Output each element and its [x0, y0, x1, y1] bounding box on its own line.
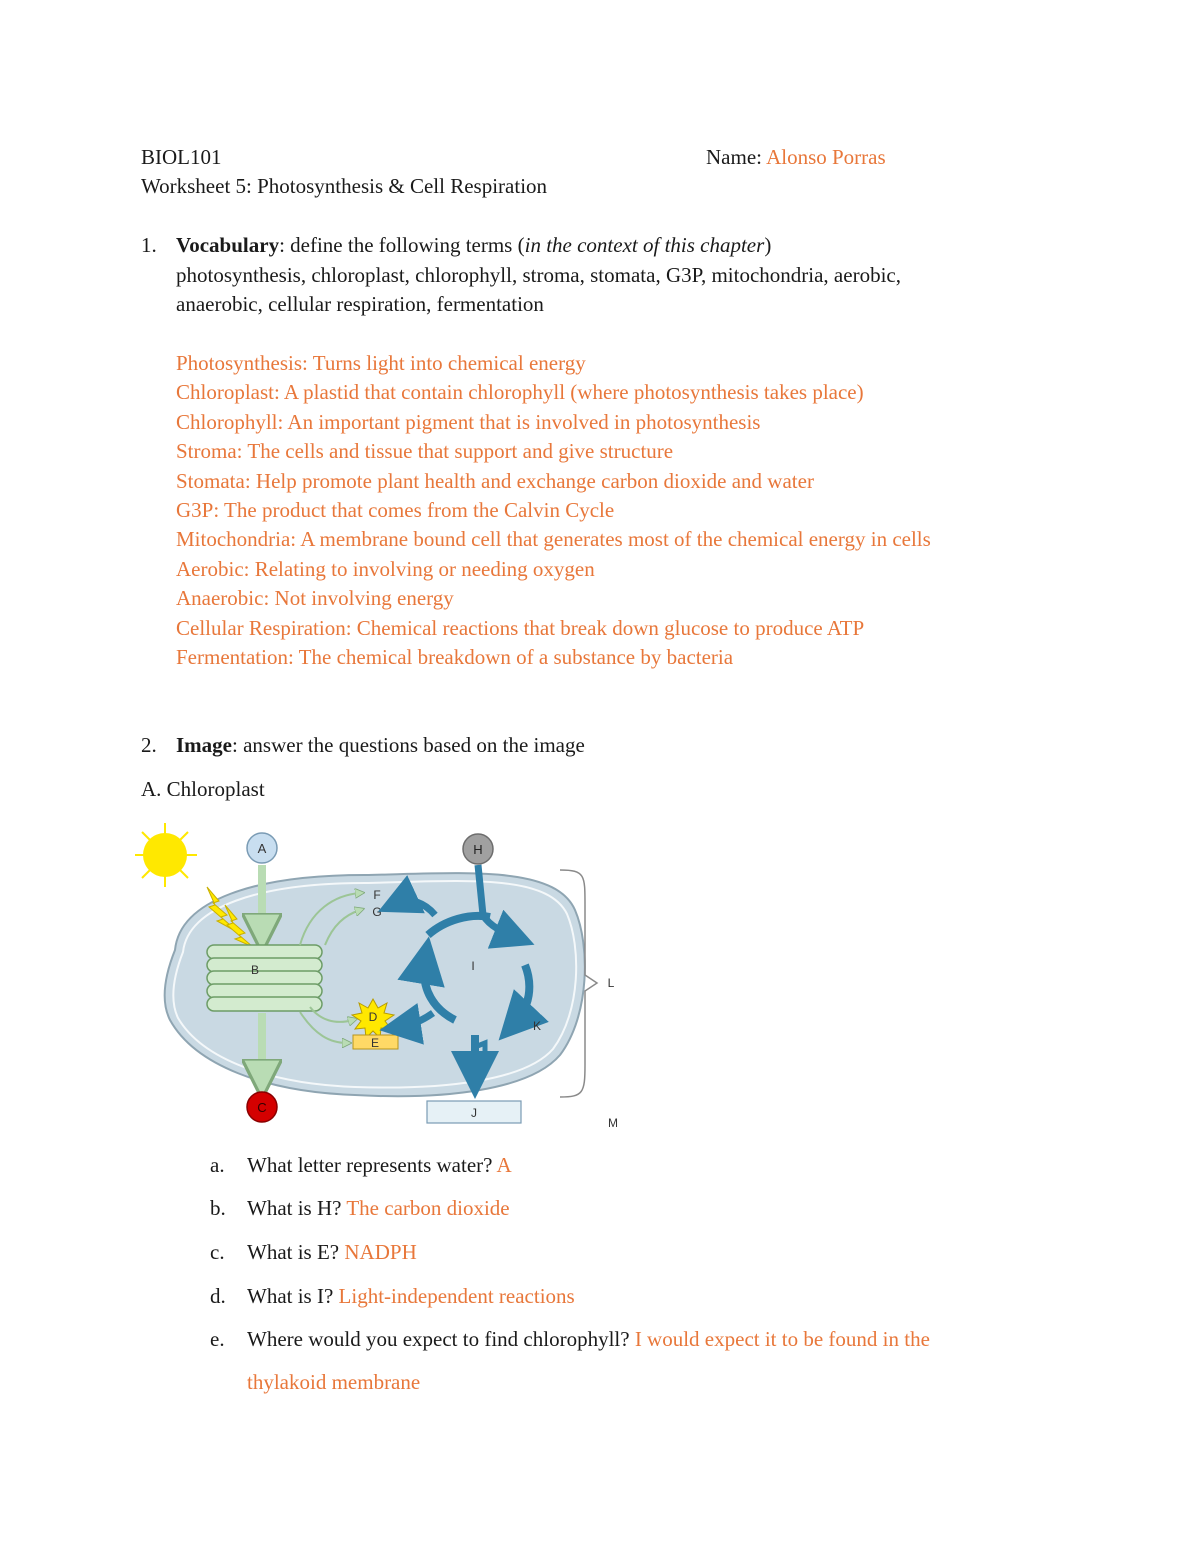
svg-text:D: D: [368, 1010, 378, 1024]
definition-item: Chlorophyll: An important pigment that is involved in photosynthesis: [176, 410, 761, 434]
svg-text:L: L: [607, 976, 615, 990]
name-label: Name:: [706, 145, 762, 169]
svg-text:B: B: [250, 963, 260, 977]
question-letter: d.: [210, 1284, 226, 1308]
q2-instruction: : answer the questions based on the image: [232, 733, 585, 757]
svg-text:F: F: [373, 888, 381, 902]
label-h-co2-icon: [463, 834, 493, 864]
svg-text:K: K: [532, 1019, 542, 1033]
definition-item: Anaerobic: Not involving energy: [176, 586, 454, 610]
label-j-sugar-box: [427, 1101, 521, 1123]
chloroplast-diagram: [135, 815, 635, 1135]
svg-text:G: G: [372, 905, 382, 919]
q1-instruction-pre: : define the following terms (: [279, 233, 525, 257]
sun-icon: [135, 823, 197, 887]
worksheet-title: Worksheet 5: Photosynthesis & Cell Respiration: [141, 174, 548, 198]
definition-item: Stomata: Help promote plant health and exchange carbon dioxide and water: [176, 469, 814, 493]
q2-number: 2.: [141, 733, 157, 757]
label-a-water-icon: [247, 833, 277, 863]
answer-text-continued: thylakoid membrane: [247, 1370, 421, 1394]
svg-text:A: A: [257, 841, 267, 856]
question-text-wrap: [247, 1240, 417, 1265]
definition-item: Cellular Respiration: Chemical reactions that break down glucose to produce ATP: [176, 616, 865, 640]
question-text-wrap: [247, 1284, 575, 1309]
answer-text: I would expect it to be found in the: [634, 1327, 930, 1351]
definition-item: G3P: The product that comes from the Calvin Cycle: [176, 498, 615, 522]
q1-prompt: [176, 233, 771, 258]
definition-item: Aerobic: Relating to involving or needing oxygen: [176, 557, 595, 581]
question-letter: b.: [210, 1196, 226, 1220]
label-e-nadph-box: [353, 1035, 398, 1050]
definition-item: Stroma: The cells and tissue that support and give structure: [176, 439, 674, 463]
name-value: Alonso Porras: [766, 145, 886, 169]
definition-item: Chloroplast: A plastid that contain chlorophyll (where photosynthesis takes place): [176, 380, 864, 404]
q1-instruction-italic: in the context of this chapter: [524, 233, 765, 257]
definition-item: Mitochondria: A membrane bound cell that generates most of the chemical energy in cells: [176, 527, 931, 551]
student-name: [706, 145, 886, 170]
course-code: BIOL101: [141, 145, 222, 169]
definition-item: Fermentation: The chemical breakdown of a substance by bacteria: [176, 645, 734, 669]
thylakoid-stack: [207, 945, 322, 1011]
question-letter: e.: [210, 1327, 225, 1351]
svg-text:C: C: [257, 1100, 267, 1115]
question-letter: c.: [210, 1240, 225, 1264]
question-text: Where would you expect to find chlorophyll?: [247, 1327, 630, 1351]
answer-text: Light-independent reactions: [338, 1284, 575, 1308]
section-label: A. Chloroplast: [141, 777, 265, 801]
q2-prompt: [176, 733, 585, 758]
answer-text: A: [496, 1153, 512, 1177]
question-text-wrap: [247, 1196, 510, 1221]
question-text: What is E?: [247, 1240, 340, 1264]
answer-text: The carbon dioxide: [346, 1196, 510, 1220]
question-text-wrap: [247, 1327, 930, 1352]
definition-item: Photosynthesis: Turns light into chemical energy: [176, 351, 586, 375]
question-text-wrap: [247, 1153, 512, 1178]
svg-text:M: M: [608, 1116, 618, 1130]
q1-instruction-post: ): [764, 233, 772, 257]
question-text: What is H?: [247, 1196, 342, 1220]
svg-text:E: E: [370, 1036, 380, 1050]
q1-terms-line1: photosynthesis, chloroplast, chlorophyll, stroma, stomata, G3P, mitochondria, aerobic,: [176, 263, 901, 287]
svg-text:J: J: [471, 1106, 477, 1120]
question-text: What letter represents water?: [247, 1153, 493, 1177]
q1-terms-line2: anaerobic, cellular respiration, fermentation: [176, 292, 544, 316]
q1-number: 1.: [141, 233, 157, 257]
q1-heading: Vocabulary: [176, 233, 280, 257]
svg-text:I: I: [471, 959, 475, 973]
question-text: What is I?: [247, 1284, 334, 1308]
question-letter: a.: [210, 1153, 225, 1177]
answer-text: NADPH: [344, 1240, 417, 1264]
q2-heading: Image: [176, 733, 232, 757]
label-c-oxygen-icon: [247, 1092, 277, 1122]
svg-text:H: H: [473, 842, 483, 857]
